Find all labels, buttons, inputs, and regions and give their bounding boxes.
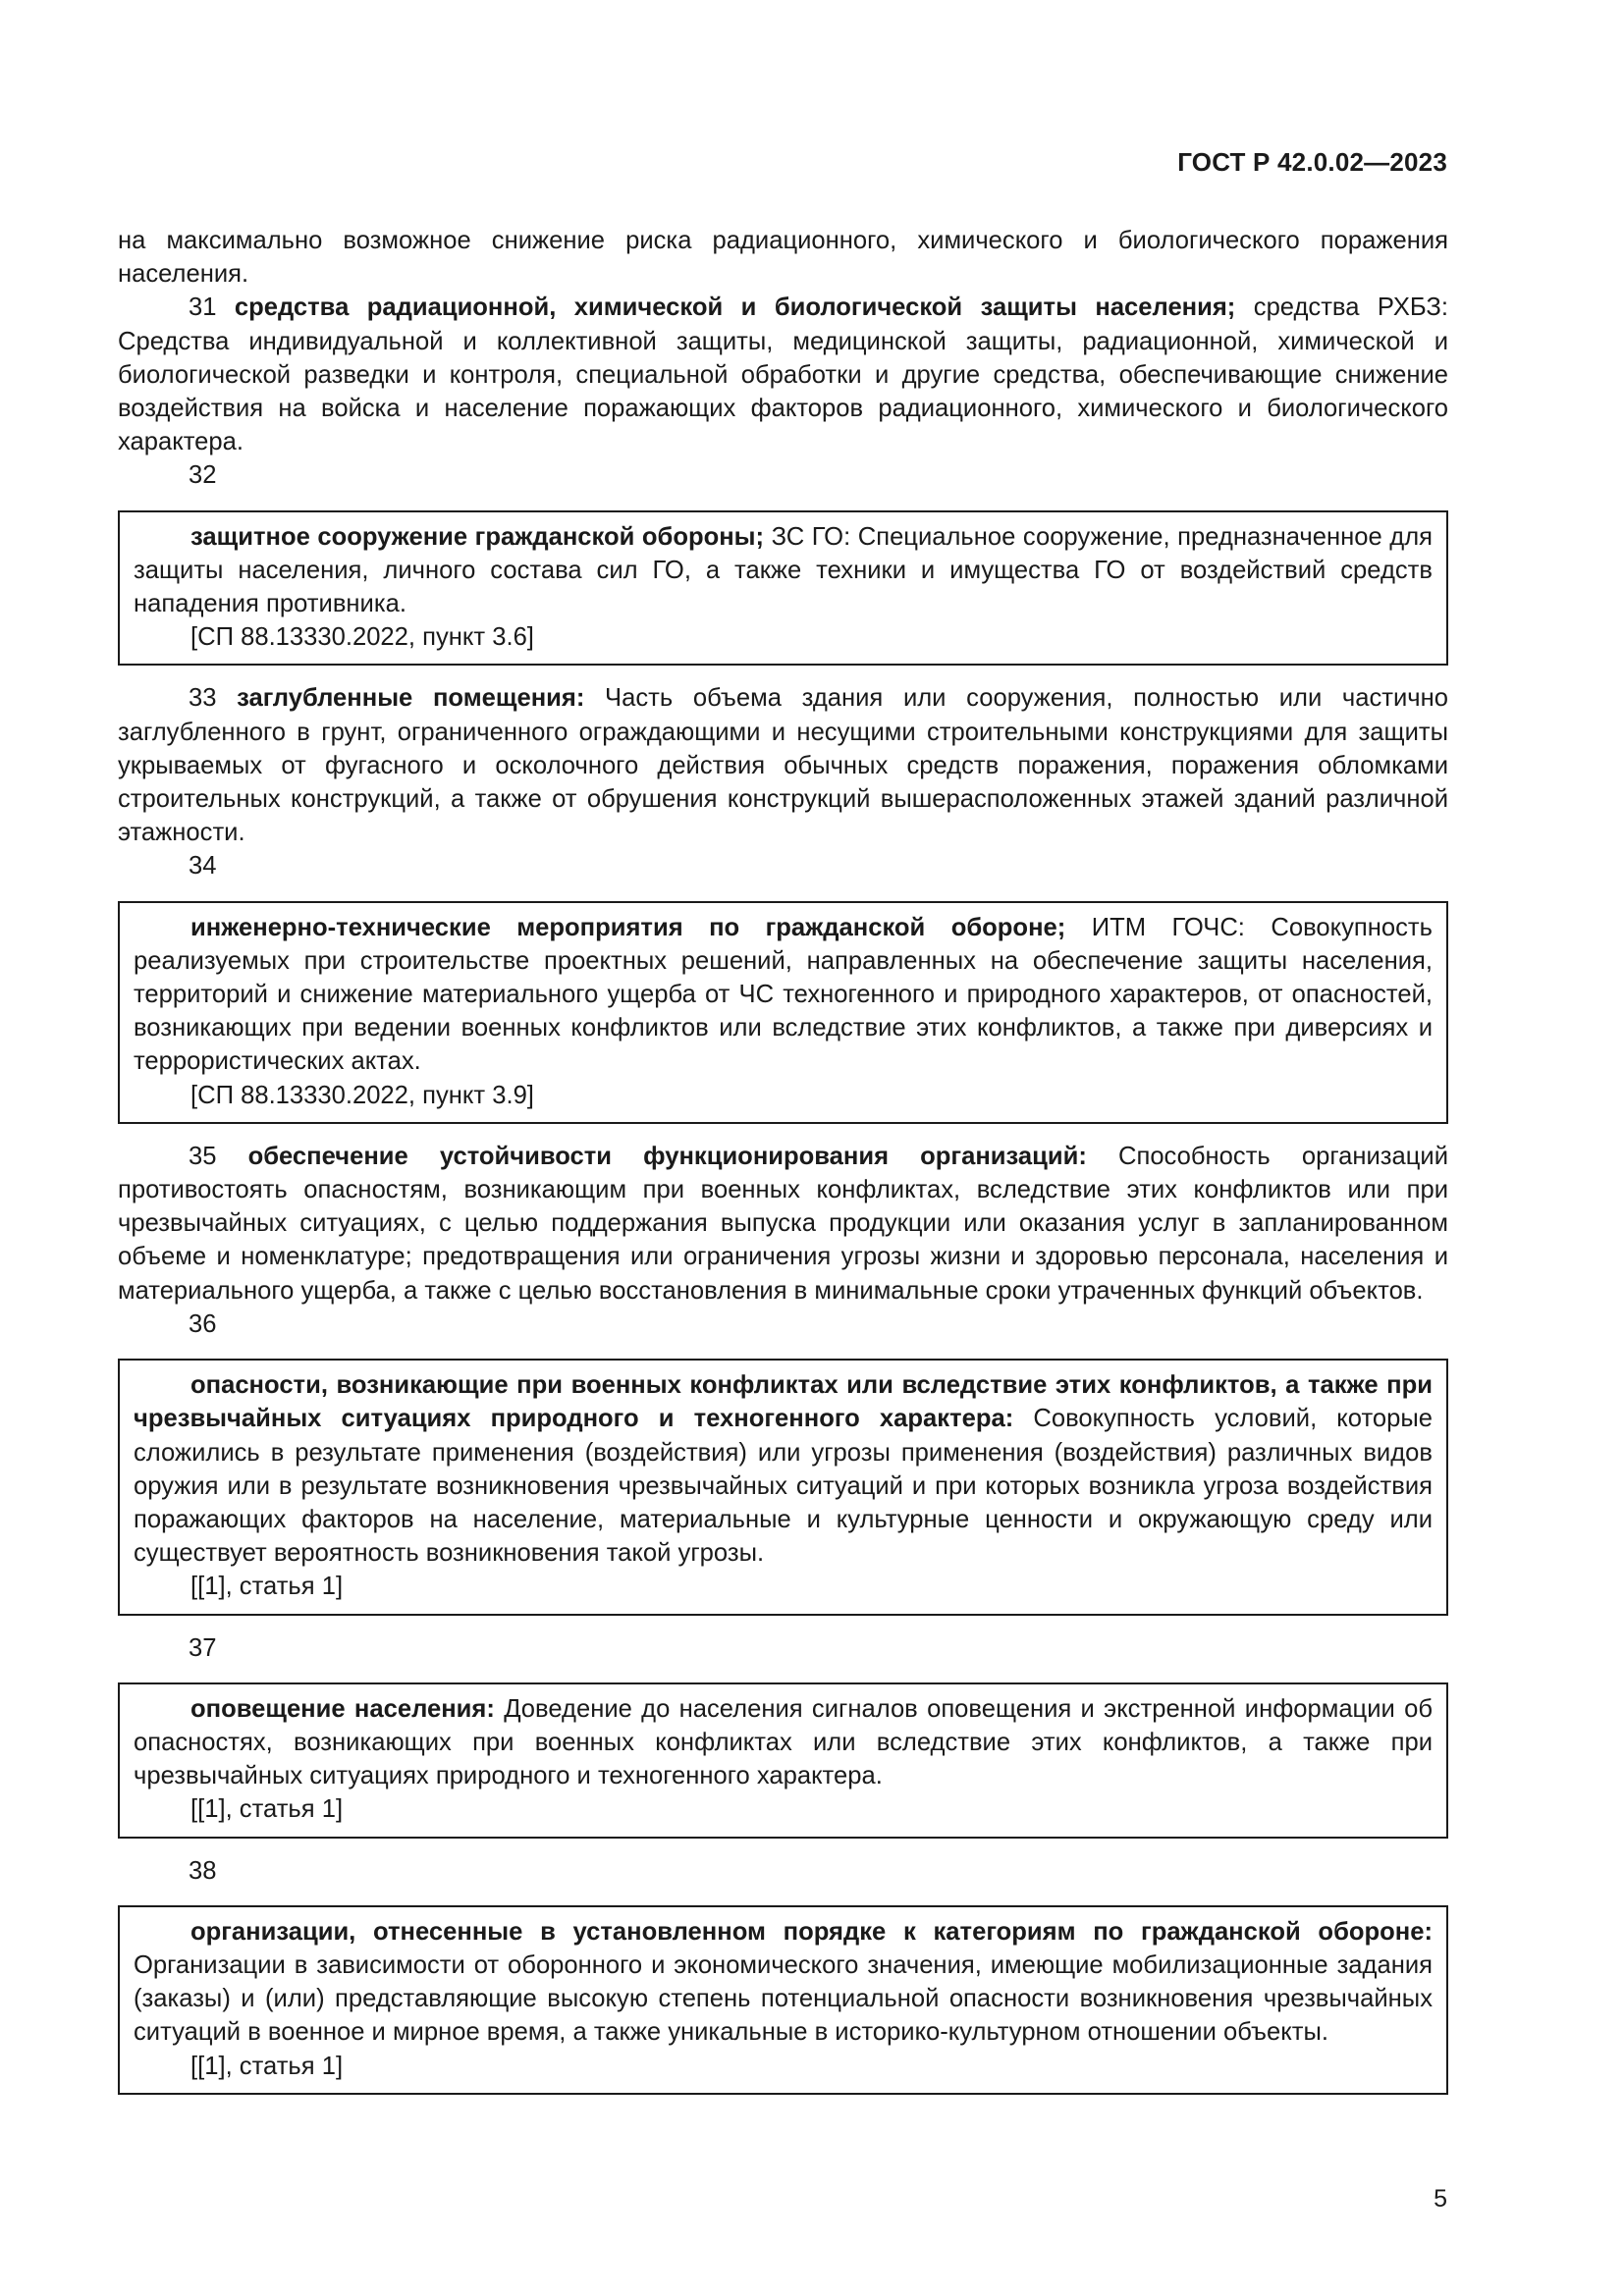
entry-38-definition bbox=[134, 1915, 1433, 2050]
entry-32-box bbox=[118, 510, 1448, 667]
entry-term: инженерно-технические мероприятия по гражданской обороне; bbox=[190, 913, 1066, 941]
entry-definition-text: ЗС ГО: Специальное сооружение, предназначенное для защиты населения, личного состава сил ГО, а также техники и имущества ГО от воздействий средств нападения противника. bbox=[134, 522, 1433, 618]
entry-31 bbox=[118, 291, 1448, 458]
entry-38-source: [[1], статья 1] bbox=[190, 2052, 344, 2080]
entry-definition-text: ИТМ ГОЧС: Совокупность реализуемых при строительстве проектных решений, направленных на обеспечение защиты населения, территорий и снижение материального ущерба от ЧС техногенного и природного характеров, от опасностей, возникающих при ведении военных конфликтов или вследствие этих конфликтов, а также при диверсиях и террористических актах. bbox=[134, 913, 1433, 1076]
entry-term: защитное сооружение гражданской обороны; bbox=[190, 522, 765, 551]
entry-37-box bbox=[118, 1682, 1448, 1839]
entry-definition-text: Организации в зависимости от оборонного и экономического значения, имеющие мобилизационные задания (заказы) и (или) представляющие высокую степень потенциальной опасности возникновения чрезвычайных ситуаций в военное и мирное время, а также уникальные в историко-культурном отношении объекты. bbox=[134, 1950, 1433, 2047]
entry-34-source: [СП 88.13330.2022, пункт 3.9] bbox=[190, 1081, 534, 1109]
entry-35 bbox=[118, 1140, 1448, 1308]
entry-36-number: 36 bbox=[189, 1309, 217, 1338]
entry-term: организации, отнесенные в установленном порядке к категориям по гражданской обороне: bbox=[190, 1917, 1433, 1946]
document-body bbox=[118, 224, 1448, 2110]
entry-term: оповещение населения: bbox=[190, 1694, 495, 1723]
entry-number: 31 bbox=[189, 294, 217, 322]
entry-number: 35 bbox=[189, 1142, 217, 1170]
entry-term: средства радиационной, химической и биологической защиты населения; bbox=[234, 294, 1236, 322]
entry-definition: Часть объема здания или сооружения, полностью или частично заглубленного в грунт, ограниченного ограждающими и несущими строительными конструкциями для защиты укрываемых от фугасного и осколочного действия обычных средств поражения, поражения обломками строительных конструкций, а также от обрушения конструкций вышерасположенных этажей зданий различной этажности. bbox=[118, 684, 1448, 847]
entry-term: опасности, возникающие при военных конфликтах или вследствие этих конфликтов, а также при чрезвычайных ситуациях природного и техногенного характера: bbox=[134, 1371, 1433, 1433]
entry-34-number: 34 bbox=[189, 852, 217, 881]
document-code-header: ГОСТ Р 42.0.02—2023 bbox=[1177, 147, 1447, 177]
entry-37-source: [[1], статья 1] bbox=[190, 1795, 344, 1824]
entry-definition: средства РХБЗ: Средства индивидуальной и коллективной защиты, медицинской защиты, радиационной, химической и биологической разведки и контроля, специальной обработки и другие средства, обеспечивающие снижение воздействия на войска и население поражающих факторов радиационного, химического и биологического характера. bbox=[118, 294, 1448, 456]
entry-36-source: [[1], статья 1] bbox=[190, 1573, 344, 1601]
entry-36-box bbox=[118, 1359, 1448, 1615]
entry-32-source: [СП 88.13330.2022, пункт 3.6] bbox=[190, 623, 534, 652]
entry-number: 33 bbox=[189, 684, 217, 713]
intro-continuation: на максимально возможное снижение риска радиационного, химического и биологического поражения населения. bbox=[118, 227, 1448, 289]
entry-term: заглубленные помещения: bbox=[237, 684, 585, 713]
entry-definition-text: Доведение до населения сигналов оповещения и экстренной информации об опасностях, возникающих при военных конфликтах или вследствие этих конфликтов, а также при чрезвычайных ситуациях природного и техногенного характера. bbox=[134, 1694, 1434, 1790]
entry-34-definition bbox=[134, 911, 1433, 1079]
entry-34-box bbox=[118, 901, 1448, 1124]
entry-definition: Способность организаций противостоять опасностям, возникающим при военных конфликтах, вследствие этих конфликтов или при чрезвычайных ситуациях, с целью поддержания выпуска продукции или оказания услуг в запланированном объеме и номенклатуре; предотвращения или ограничения угрозы жизни и здоровью персонала, населения и материального ущерба, а также с целью восстановления в минимальные сроки утраченных функций объектов. bbox=[118, 1142, 1448, 1305]
entry-36-definition bbox=[134, 1368, 1433, 1570]
entry-32-number: 32 bbox=[189, 461, 217, 490]
entry-37-definition bbox=[134, 1692, 1433, 1793]
entry-term: обеспечение устойчивости функционирования организаций: bbox=[247, 1142, 1087, 1170]
entry-definition-text: Совокупность условий, которые сложились в результате применения (воздействия) или угрозы применения (воздействия) различных видов оружия или в результате возникновения чрезвычайных ситуаций и при которых возникла угроза воздействия поражающих факторов на население, материальные и культурные ценности и окружающую среду или существует вероятность возникновения такой угрозы. bbox=[134, 1405, 1433, 1568]
entry-37-number: 37 bbox=[189, 1633, 217, 1662]
entry-32-definition bbox=[134, 520, 1433, 621]
entry-38-box bbox=[118, 1905, 1448, 2095]
entry-33 bbox=[118, 681, 1448, 849]
entry-38-number: 38 bbox=[189, 1856, 217, 1885]
page-number: 5 bbox=[1434, 2185, 1447, 2213]
